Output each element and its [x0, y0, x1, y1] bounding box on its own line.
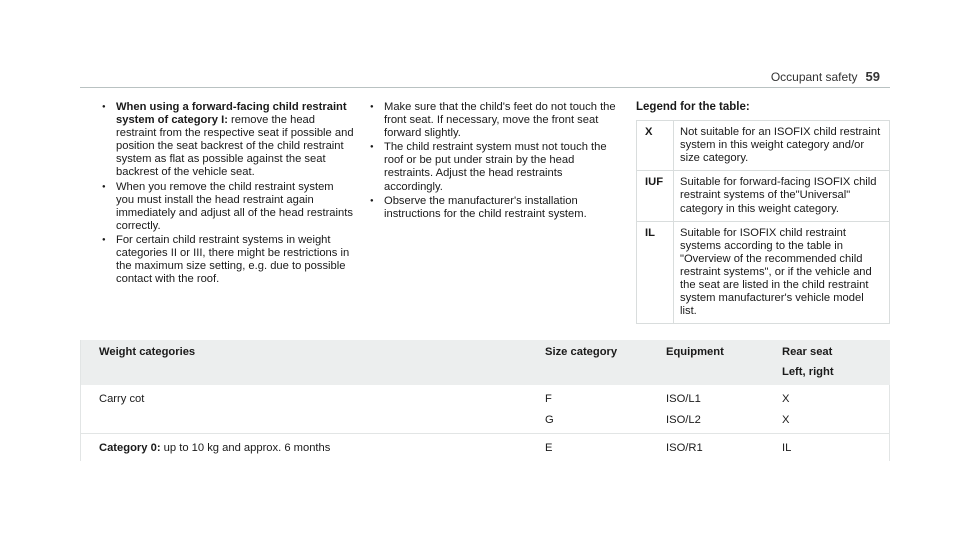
header-rear-seat-label: Rear seat	[782, 346, 833, 358]
cell-equipment-value: ISO/R1	[666, 442, 703, 454]
cell-rear-value: IL	[782, 442, 792, 454]
list-item-text: When you remove the child restraint system you must install the head restraint again immediately and adjust all of the head restraints correctly.	[116, 180, 353, 232]
cell-size-value: F	[545, 393, 552, 405]
cell-size-value: G	[545, 414, 554, 426]
header-equipment: Equipment	[648, 340, 764, 385]
header-rule	[80, 87, 890, 88]
cell-weight-text: Carry cot	[99, 393, 145, 405]
table-row	[81, 385, 890, 434]
list-item-lead: When using a forward-facing child restraint system of category I:	[116, 101, 347, 127]
cell-size	[527, 385, 648, 434]
legend-section	[636, 101, 890, 324]
cell-size-value: E	[545, 442, 553, 454]
bullet-list-left	[102, 101, 354, 286]
cell-rear-seat	[764, 434, 890, 462]
isofix-categories-table	[80, 340, 890, 461]
cell-rear-value: X	[782, 414, 790, 426]
legend-table	[636, 120, 890, 324]
header-rear-seat	[764, 340, 890, 385]
legend-description: Not suitable for an ISOFIX child restraint system in this weight category and/or size category.	[674, 121, 890, 171]
section-title: Occupant safety	[770, 70, 858, 84]
list-item-text: For certain child restraint systems in weight categories II or III, there might be restrictions in the maximum size setting, e.g. due to possible contact with the roof.	[116, 233, 350, 286]
bullet-list-middle	[370, 101, 622, 221]
list-item	[370, 141, 622, 193]
list-item	[370, 195, 622, 221]
cell-equipment	[648, 385, 764, 434]
cell-rear-seat	[764, 385, 890, 434]
table-header-row	[81, 340, 890, 385]
legend-row	[637, 171, 890, 221]
header-rear-seat-sub: Left, right	[782, 366, 834, 378]
page-header	[771, 69, 880, 84]
legend-code: X	[637, 121, 674, 171]
header-weight-categories: Weight categories	[81, 340, 528, 385]
list-item-text: remove the head restraint from the respective seat if possible and position the seat backrest of the child restraint system as flat as possible against the seat backrest of the vehicle seat.	[116, 114, 354, 179]
legend-row	[637, 221, 890, 324]
cell-weight-lead: Category 0:	[99, 442, 161, 454]
list-item	[102, 234, 354, 286]
legend-description: Suitable for ISOFIX child restraint systems according to the table in "Overview of the recommended child restraint systems", or if the vehicle and the seat are listed in the child restraint system manufacturer's vehicle model list.	[674, 221, 890, 324]
legend-code: IUF	[637, 171, 674, 221]
cell-weight	[81, 385, 528, 434]
list-item-text: Make sure that the child's feet do not touch the front seat. If necessary, move the front seat forward slightly.	[384, 101, 616, 140]
cell-weight	[81, 434, 528, 462]
legend-title: Legend for the table:	[636, 101, 750, 113]
list-item	[370, 101, 622, 140]
page-number: 59	[865, 69, 880, 84]
column-middle	[370, 101, 622, 222]
list-item	[102, 181, 354, 233]
cell-equipment-value: ISO/L1	[666, 393, 701, 405]
legend-row	[637, 121, 890, 171]
column-left	[102, 101, 354, 287]
cell-size	[527, 434, 648, 462]
legend-description: Suitable for forward-facing ISOFIX child restraint systems of the"Universal" category in this weight category.	[674, 171, 890, 221]
list-item-text: Observe the manufacturer's installation instructions for the child restraint system.	[384, 194, 587, 220]
header-size-category: Size category	[527, 340, 648, 385]
cell-rear-value: X	[782, 393, 790, 405]
list-item	[102, 101, 354, 180]
table-row	[81, 434, 890, 462]
cell-equipment-value: ISO/L2	[666, 414, 701, 426]
cell-equipment	[648, 434, 764, 462]
list-item-text: The child restraint system must not touch the roof or be put under strain by the head restraints. Adjust the head restraints accordingly.	[384, 141, 607, 193]
legend-code: IL	[637, 221, 674, 324]
cell-weight-text: up to 10 kg and approx. 6 months	[160, 442, 331, 454]
